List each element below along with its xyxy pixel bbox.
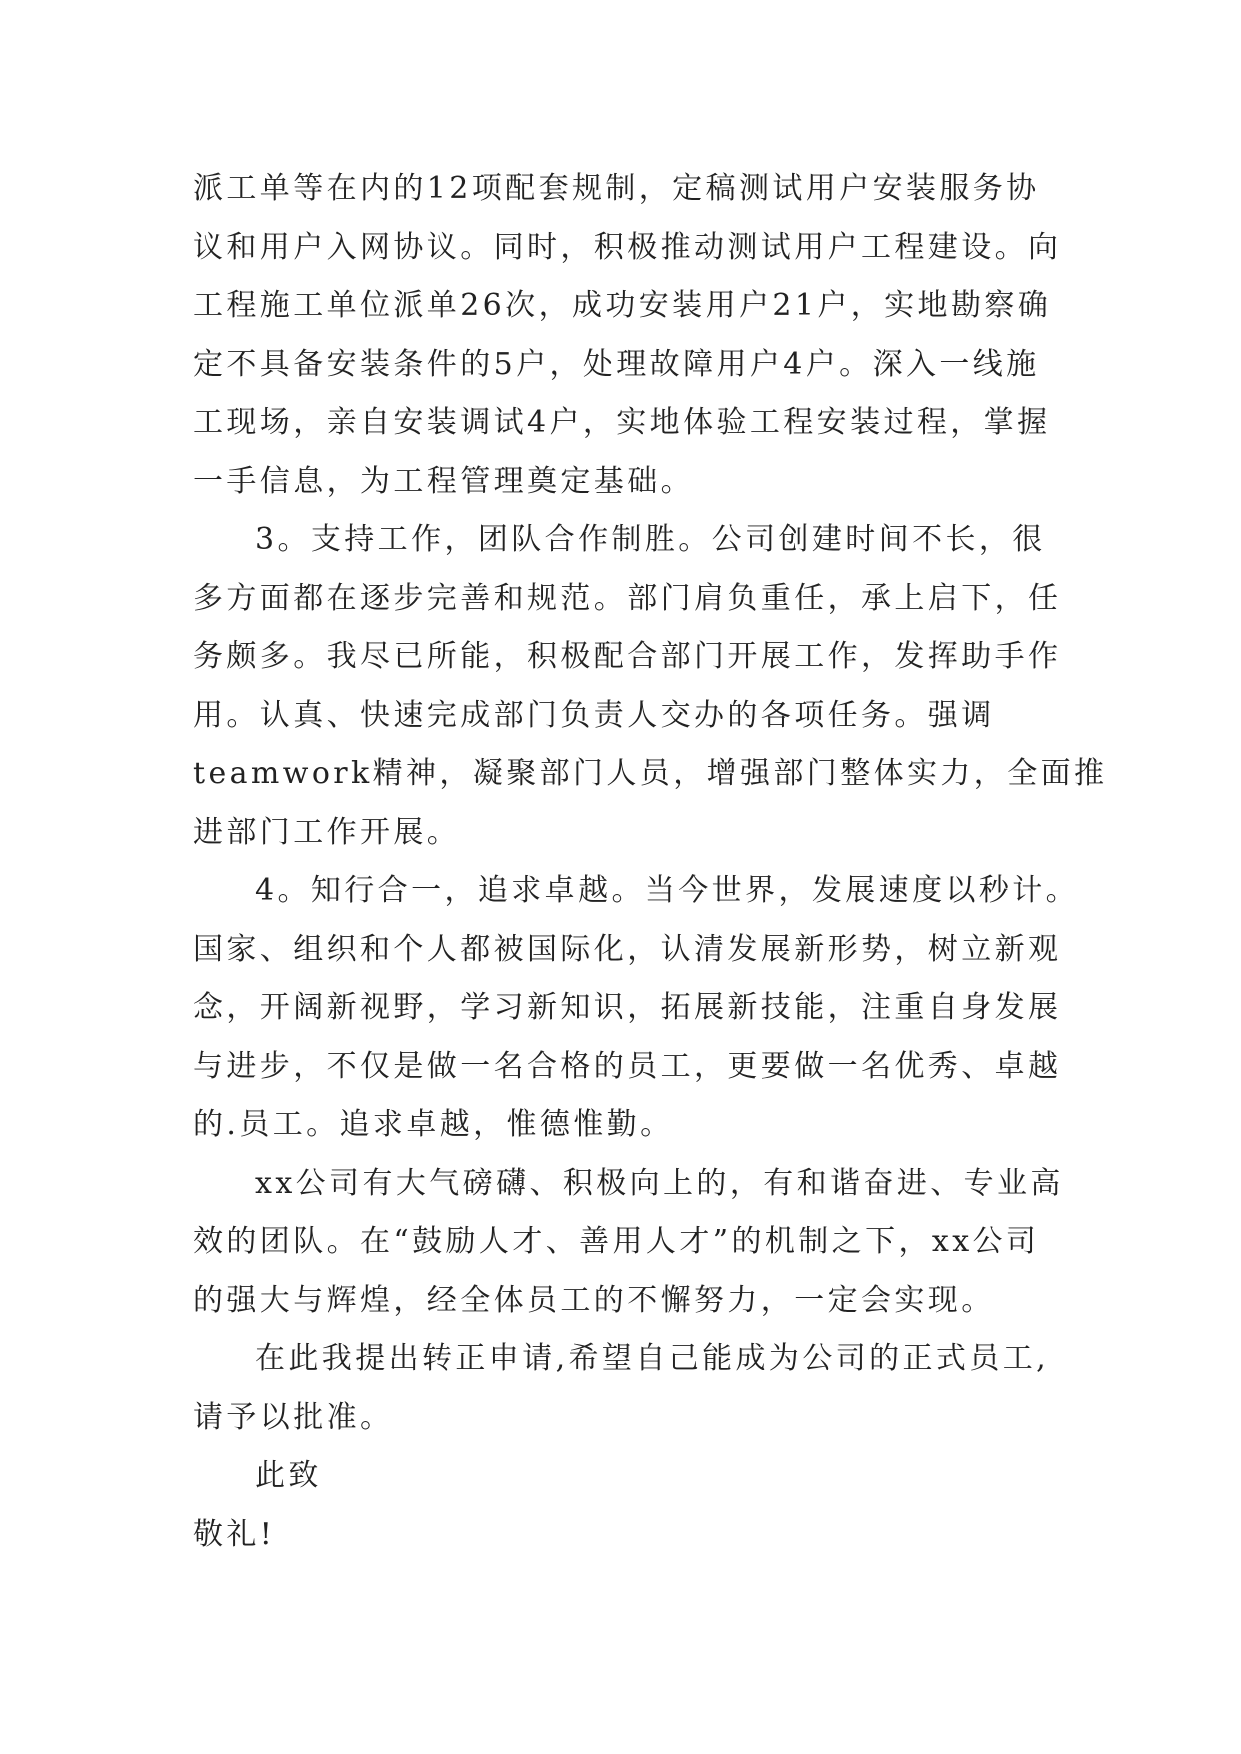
text-line: 工现场，亲自安装调试4户，实地体验工程安装过程，掌握 [193,405,1051,440]
closing-regards: 敬礼! [193,1516,276,1552]
text-line: 的.员工。追求卓越，惟德惟勤。 [193,1107,674,1142]
text-line: 派工单等在内的12项配套规制，定稿测试用户安装服务协 [193,171,1040,206]
text-line: 多方面都在逐步完善和规范。部门肩负重任，承上启下，任 [193,580,1062,616]
request-paragraph-first-line: 在此我提出转正申请,希望自己能成为公司的正式员工, [255,1341,1050,1376]
text-line: 定不具备安装条件的5户，处理故障用户4户。深入一线施 [193,346,1040,382]
text-line: 请予以批准。 [193,1399,394,1435]
text-line: 与进步，不仅是做一名合格的员工，更要做一名优秀、卓越 [193,1048,1062,1084]
text-line: 议和用户入网协议。同时，积极推动测试用户工程建设。向 [193,229,1062,265]
text-line: 工程施工单位派单26次，成功安装用户21户，实地勘察确 [193,288,1052,323]
paragraph-3-first-line: 3。支持工作，团队合作制胜。公司创建时间不长，很 [255,522,1046,557]
text-line: 用。认真、快速完成部门负责人交办的各项任务。强调 [193,697,995,733]
text-line: 务颇多。我尽已所能，积极配合部门开展工作，发挥助手作 [193,639,1062,674]
text-line: 念，开阔新视野，学习新知识，拓展新技能，注重自身发展 [193,990,1062,1025]
paragraph-4-first-line: 4。知行合一，追求卓越。当今世界，发展速度以秒计。 [255,873,1080,908]
text-line: 效的团队。在“鼓励人才、善用人才”的机制之下，xx公司 [193,1224,1040,1259]
text-line: 国家、组织和个人都被国际化，认清发展新形势，树立新观 [193,931,1062,967]
company-paragraph-first-line: xx公司有大气磅礴、积极向上的，有和谐奋进、专业高 [255,1165,1064,1201]
text-line: 的强大与辉煌，经全体员工的不懈努力，一定会实现。 [193,1282,995,1318]
text-line: 一手信息，为工程管理奠定基础。 [193,463,694,499]
text-line: teamwork精神，凝聚部门人员，增强部门整体实力，全面推 [193,756,1108,791]
letter-body [193,160,1108,1564]
text-line: 进部门工作开展。 [193,814,461,850]
closing-salutation: 此致 [255,1458,322,1493]
